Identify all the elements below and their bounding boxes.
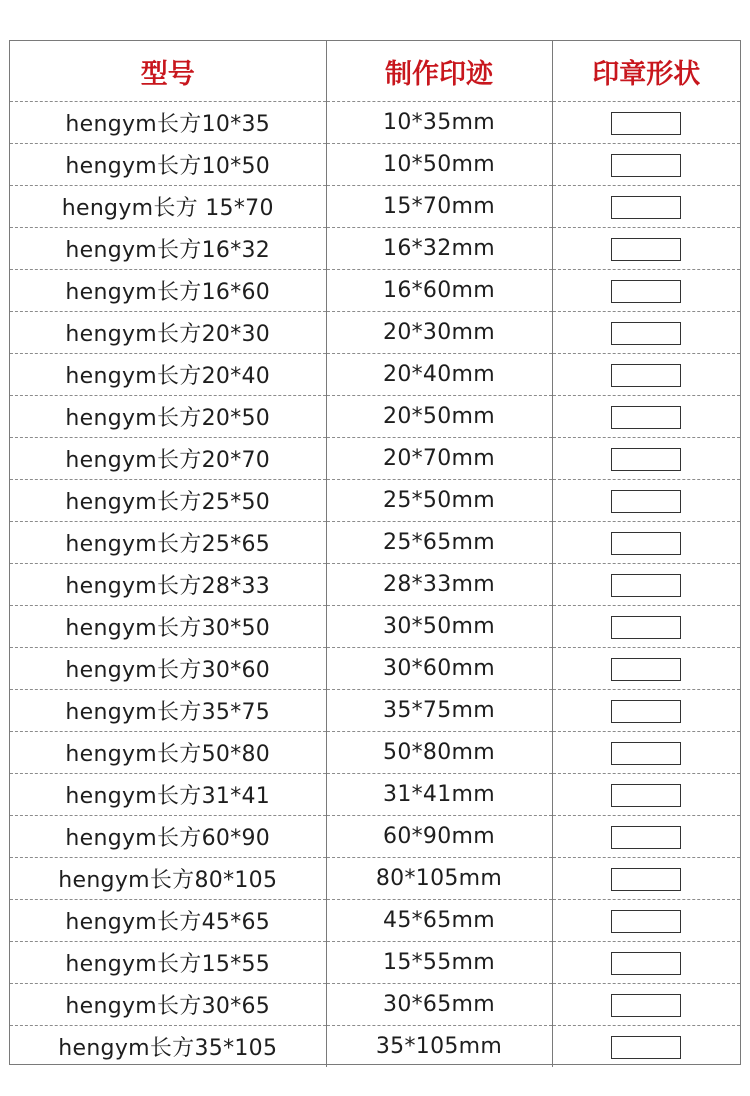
imprint-size-cell: 30*60mm [326, 648, 552, 690]
table-row [10, 354, 740, 396]
shape-cell [552, 774, 740, 816]
imprint-size-cell: 30*65mm [326, 984, 552, 1026]
imprint-size-cell: 15*55mm [326, 942, 552, 984]
table-row [10, 144, 740, 186]
rectangle-shape-icon [611, 406, 681, 429]
imprint-size-cell: 15*70mm [326, 186, 552, 228]
shape-cell [552, 648, 740, 690]
model-cell: hengym长方20*50 [10, 396, 326, 438]
model-cell: hengym长方31*41 [10, 774, 326, 816]
model-cell: hengym长方30*65 [10, 984, 326, 1026]
imprint-size-cell: 28*33mm [326, 564, 552, 606]
model-cell: hengym长方 15*70 [10, 186, 326, 228]
imprint-size-cell: 31*41mm [326, 774, 552, 816]
table-row [10, 816, 740, 858]
model-cell: hengym长方16*32 [10, 228, 326, 270]
header-imprint: 制作印迹 [326, 41, 552, 102]
imprint-size-cell: 20*30mm [326, 312, 552, 354]
table-body [10, 102, 740, 1068]
imprint-size-cell: 16*32mm [326, 228, 552, 270]
table-row [10, 102, 740, 144]
rectangle-shape-icon [611, 574, 681, 597]
table-row [10, 396, 740, 438]
table-row [10, 312, 740, 354]
rectangle-shape-icon [611, 322, 681, 345]
model-cell: hengym长方60*90 [10, 816, 326, 858]
rectangle-shape-icon [611, 238, 681, 261]
shape-cell [552, 1026, 740, 1068]
rectangle-shape-icon [611, 364, 681, 387]
shape-cell [552, 228, 740, 270]
header-shape: 印章形状 [552, 41, 740, 102]
model-cell: hengym长方20*70 [10, 438, 326, 480]
shape-cell [552, 144, 740, 186]
table-row [10, 690, 740, 732]
stamp-size-table-frame [9, 40, 741, 1065]
imprint-size-cell: 35*75mm [326, 690, 552, 732]
rectangle-shape-icon [611, 952, 681, 975]
table-row [10, 900, 740, 942]
shape-cell [552, 522, 740, 564]
imprint-size-cell: 30*50mm [326, 606, 552, 648]
imprint-size-cell: 45*65mm [326, 900, 552, 942]
shape-cell [552, 396, 740, 438]
model-cell: hengym长方30*60 [10, 648, 326, 690]
imprint-size-cell: 10*50mm [326, 144, 552, 186]
imprint-size-cell: 20*70mm [326, 438, 552, 480]
table-row [10, 858, 740, 900]
model-cell: hengym长方20*30 [10, 312, 326, 354]
imprint-size-cell: 16*60mm [326, 270, 552, 312]
model-cell: hengym长方16*60 [10, 270, 326, 312]
shape-cell [552, 690, 740, 732]
shape-cell [552, 564, 740, 606]
model-cell: hengym长方35*105 [10, 1026, 326, 1068]
table-row [10, 942, 740, 984]
rectangle-shape-icon [611, 784, 681, 807]
table-row [10, 984, 740, 1026]
model-cell: hengym长方28*33 [10, 564, 326, 606]
rectangle-shape-icon [611, 700, 681, 723]
shape-cell [552, 354, 740, 396]
shape-cell [552, 942, 740, 984]
imprint-size-cell: 80*105mm [326, 858, 552, 900]
table-row [10, 606, 740, 648]
imprint-size-cell: 20*50mm [326, 396, 552, 438]
model-cell: hengym长方50*80 [10, 732, 326, 774]
shape-cell [552, 606, 740, 648]
model-cell: hengym长方45*65 [10, 900, 326, 942]
imprint-size-cell: 25*50mm [326, 480, 552, 522]
rectangle-shape-icon [611, 616, 681, 639]
shape-cell [552, 900, 740, 942]
shape-cell [552, 186, 740, 228]
shape-cell [552, 102, 740, 144]
shape-cell [552, 816, 740, 858]
model-cell: hengym长方80*105 [10, 858, 326, 900]
shape-cell [552, 438, 740, 480]
table-row [10, 228, 740, 270]
shape-cell [552, 858, 740, 900]
rectangle-shape-icon [611, 154, 681, 177]
imprint-size-cell: 25*65mm [326, 522, 552, 564]
imprint-size-cell: 10*35mm [326, 102, 552, 144]
stamp-size-table [10, 41, 740, 1067]
shape-cell [552, 270, 740, 312]
table-header-row [10, 41, 740, 102]
rectangle-shape-icon [611, 910, 681, 933]
shape-cell [552, 732, 740, 774]
model-cell: hengym长方25*50 [10, 480, 326, 522]
model-cell: hengym长方25*65 [10, 522, 326, 564]
table-row [10, 270, 740, 312]
shape-cell [552, 984, 740, 1026]
rectangle-shape-icon [611, 826, 681, 849]
table-row [10, 186, 740, 228]
table-row [10, 774, 740, 816]
rectangle-shape-icon [611, 280, 681, 303]
imprint-size-cell: 50*80mm [326, 732, 552, 774]
shape-cell [552, 312, 740, 354]
table-row [10, 522, 740, 564]
rectangle-shape-icon [611, 994, 681, 1017]
table-row [10, 480, 740, 522]
rectangle-shape-icon [611, 868, 681, 891]
table-row [10, 564, 740, 606]
model-cell: hengym长方10*35 [10, 102, 326, 144]
model-cell: hengym长方30*50 [10, 606, 326, 648]
rectangle-shape-icon [611, 742, 681, 765]
rectangle-shape-icon [611, 1036, 681, 1059]
rectangle-shape-icon [611, 658, 681, 681]
model-cell: hengym长方35*75 [10, 690, 326, 732]
rectangle-shape-icon [611, 112, 681, 135]
table-row [10, 1026, 740, 1068]
model-cell: hengym长方15*55 [10, 942, 326, 984]
table-row [10, 438, 740, 480]
rectangle-shape-icon [611, 196, 681, 219]
imprint-size-cell: 35*105mm [326, 1026, 552, 1068]
shape-cell [552, 480, 740, 522]
model-cell: hengym长方20*40 [10, 354, 326, 396]
imprint-size-cell: 60*90mm [326, 816, 552, 858]
table-row [10, 648, 740, 690]
rectangle-shape-icon [611, 532, 681, 555]
rectangle-shape-icon [611, 490, 681, 513]
model-cell: hengym长方10*50 [10, 144, 326, 186]
table-row [10, 732, 740, 774]
imprint-size-cell: 20*40mm [326, 354, 552, 396]
rectangle-shape-icon [611, 448, 681, 471]
header-model: 型号 [10, 41, 326, 102]
